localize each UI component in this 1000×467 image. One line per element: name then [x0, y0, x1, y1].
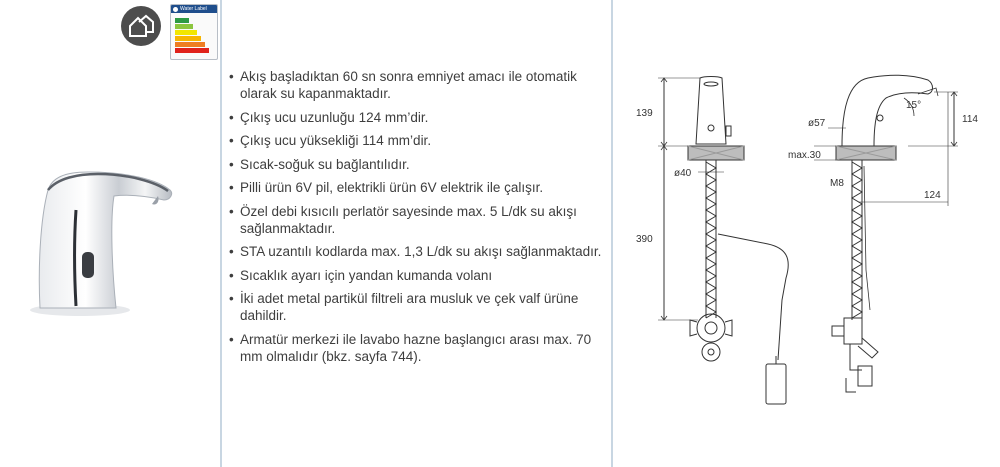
dim-front-height-total: 390	[636, 234, 653, 245]
feature-text: Akış başladıktan 60 sn sonra emniyet amacı ile otomatik olarak su kapanmaktadır.	[240, 69, 577, 101]
energy-bar	[175, 18, 189, 23]
feature-item	[229, 109, 609, 126]
dim-side-angle: 15°	[906, 100, 922, 111]
technical-drawing	[618, 70, 994, 410]
feature-item	[229, 203, 609, 237]
feature-item	[229, 243, 609, 260]
column-divider	[611, 0, 613, 467]
dim-side-spout-height: 114	[962, 114, 978, 125]
energy-bar	[175, 48, 209, 53]
feature-item	[229, 267, 609, 284]
feature-item	[229, 290, 609, 324]
bullet-icon: •	[229, 109, 234, 125]
bullet-icon: •	[229, 133, 234, 148]
energy-bar	[175, 24, 193, 29]
dim-side-diameter: ø57	[808, 118, 826, 129]
dim-front-diameter: ø40	[674, 168, 692, 179]
bullet-icon: •	[229, 331, 234, 347]
feature-text: Armatür merkezi ile lavabo hazne başlangıcı arası max. 70 mm olmalıdır (bkz. sayfa 744).	[240, 331, 592, 364]
column-divider	[220, 0, 222, 467]
energy-rating-bars	[175, 18, 209, 54]
feature-item	[229, 179, 609, 196]
feature-item	[229, 68, 609, 102]
feature-text: Sıcak-soğuk su bağlantılıdır.	[240, 156, 410, 172]
dim-side-thread: M8	[830, 178, 844, 189]
bullet-icon: •	[229, 244, 234, 259]
bullet-icon: •	[229, 156, 234, 172]
feature-text: Sıcaklık ayarı için yandan kumanda volanı	[240, 267, 493, 283]
feature-text: Çıkış ucu uzunluğu 124 mm’dir.	[240, 109, 429, 125]
energy-bar	[175, 42, 205, 47]
dim-side-spout-length: 124	[924, 190, 941, 201]
feature-list	[229, 68, 609, 371]
dim-front-height-top: 139	[636, 108, 653, 119]
feature-text: İki adet metal partikül filtreli ara musluk ve çek valf ürüne dahildir.	[240, 291, 579, 323]
water-label-title: Water Label	[180, 6, 207, 12]
feature-item	[229, 156, 609, 173]
feature-item	[229, 132, 609, 149]
feature-text: Çıkış ucu yüksekliği 114 mm’dir.	[240, 133, 432, 148]
front-view-drawing	[658, 77, 788, 405]
bullet-icon: •	[229, 267, 234, 283]
dim-side-max-thickness: max.30	[788, 150, 821, 161]
bullet-icon: •	[229, 203, 234, 219]
energy-bar	[175, 30, 197, 35]
bullet-icon: •	[229, 69, 234, 84]
feature-text: STA uzantılı kodlarda max. 1,3 L/dk su akışı sağlanmaktadır.	[240, 244, 602, 259]
bullet-icon: •	[229, 291, 234, 306]
feature-item	[229, 331, 609, 365]
faucet-product-image	[18, 160, 198, 320]
feature-text: Özel debi kısıcılı perlatör sayesinde max. 5 L/dk su akışı sağlanmaktadır.	[240, 203, 577, 236]
eco-home-icon	[121, 6, 161, 46]
feature-text: Pilli ürün 6V pil, elektrikli ürün 6V elektrik ile çalışır.	[240, 180, 544, 195]
bullet-icon: •	[229, 180, 234, 195]
water-label-badge	[170, 4, 218, 60]
energy-bar	[175, 36, 201, 41]
side-view-drawing	[814, 75, 958, 392]
